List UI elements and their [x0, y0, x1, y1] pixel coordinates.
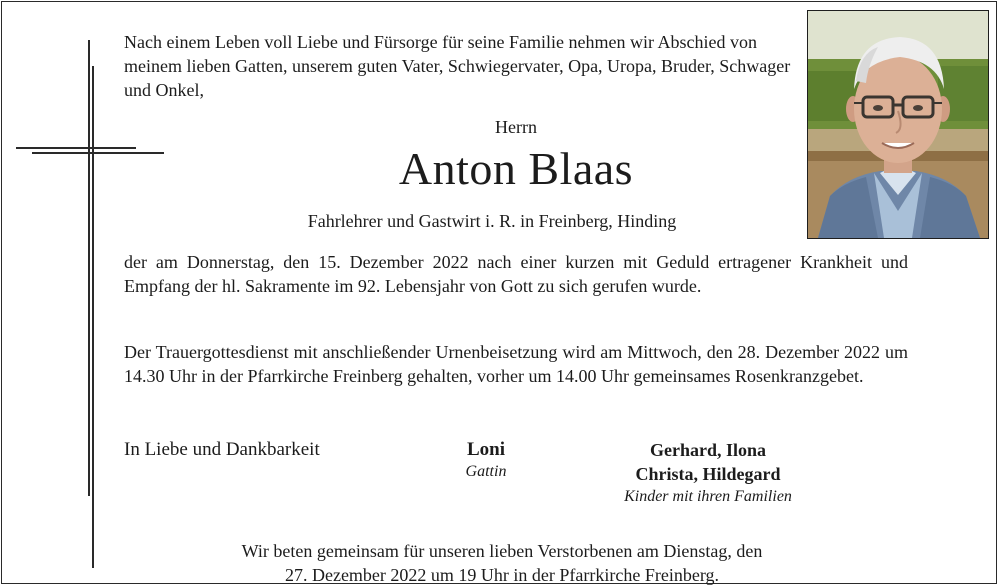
children-signature: [590, 438, 826, 506]
closing-notice: [152, 539, 852, 587]
salutation: Herrn: [495, 117, 537, 137]
intro-text: Nach einem Leben voll Liebe und Fürsorge für seine Familie nehmen wir Abschied von meinem lieben Gatten, unserem guten Vater, Schwiegervater, Opa, Uropa, Bruder, Schwager und Onkel,: [124, 32, 791, 100]
deceased-name: Anton Blaas: [398, 143, 634, 194]
spouse-signature: [436, 439, 536, 481]
closing-line-2: 27. Dezember 2022 um 19 Uhr in der Pfarrkirche Freinberg.: [284, 565, 720, 585]
portrait-photo: [807, 10, 989, 239]
funeral-notice: Der Trauergottesdienst mit anschließender Urnenbeisetzung wird am Mittwoch, den 28. Dezember 2022 um 14.30 Uhr in der Pfarrkirche Freinberg gehalten, vorher um 14.00 Uhr gemeinsames Rosenkranzgebet.: [124, 342, 908, 386]
closing-line-1: Wir beten gemeinsam für unseren lieben Verstorbenen am Dienstag, den: [241, 541, 763, 561]
signature-label: In Liebe und Dankbarkeit: [124, 439, 320, 460]
death-notice: der am Donnerstag, den 15. Dezember 2022 nach einer kurzen mit Geduld ertragener Krankheit und Empfang der hl. Sakramente im 92. Lebensjahr von Gott zu sich gerufen wurde.: [124, 252, 908, 296]
children-role: Kinder mit ihren Familien: [624, 488, 792, 505]
obituary-notice: [1, 1, 997, 584]
spouse-name: Loni: [466, 439, 506, 460]
occupation-line: Fahrlehrer und Gastwirt i. R. in Freinberg, Hinding: [307, 211, 677, 231]
children-names-line2: Christa, Hildegard: [635, 464, 781, 484]
spouse-role: Gattin: [465, 463, 507, 480]
children-names-line1: Gerhard, Ilona: [649, 440, 766, 460]
